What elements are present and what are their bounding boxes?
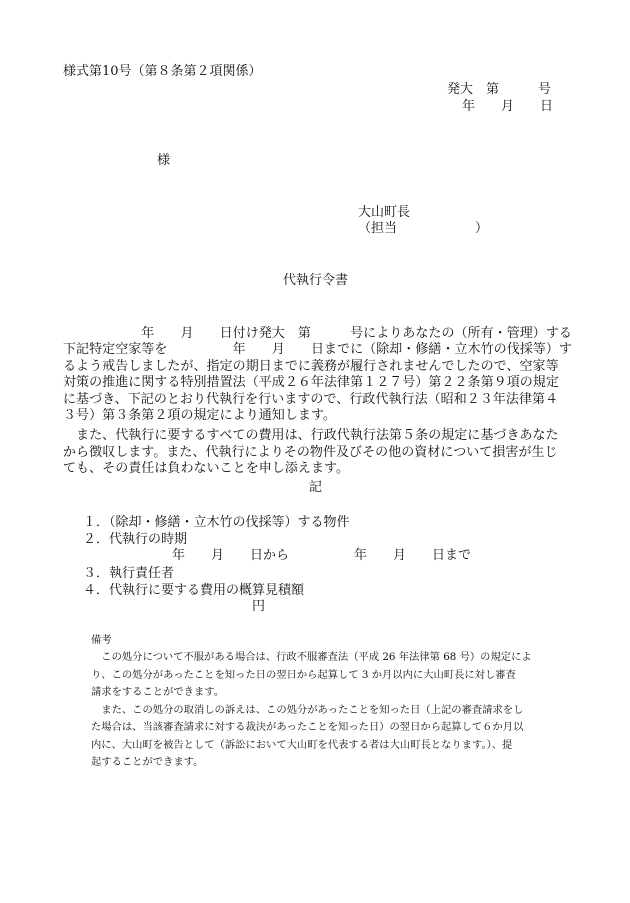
addressee-salutation: 様 [157, 153, 171, 168]
form-number: 様式第10号（第８条第２項関係） [63, 64, 262, 79]
body-paragraph-1-line: に基づき、下記のとおり代執行を行いますので、行政代執行法（昭和２３年法律第４ [63, 392, 559, 407]
sender-title: 大山町長 [358, 205, 411, 220]
body-paragraph-1-line: 年 月 日付け発大 第 号によりあなたの（所有・管理）する [63, 326, 572, 341]
remarks-line: 請求をすることができます。 [91, 686, 225, 698]
item-2-period-value: 年 月 日から 年 月 日まで [172, 548, 472, 563]
item-3-responsible-officer: ３．執行責任者 [83, 566, 175, 581]
item-2-execution-period: ２．代執行の時期 [83, 532, 188, 547]
body-paragraph-1-line: 対策の推進に関する特別措置法（平成２６年法律第１２７号）第２２条第９項の規定 [63, 375, 559, 390]
remarks-line: た場合は、当該審査請求に対する裁決があったことを知った日）の翌日から起算して６か月以 [91, 721, 524, 733]
body-paragraph-1-line: 下記特定空家等を 年 月 日までに（除却・修繕・立木竹の伐採等）す [63, 342, 572, 357]
remarks-line: この処分について不服がある場合は、行政不服審査法（平成 26 年法律第 68 号）の規定によ [91, 651, 532, 663]
body-paragraph-1-line: ３号）第３条第２項の規定により通知します。 [63, 408, 337, 423]
body-paragraph-1-line: るよう戒告しましたが、指定の期日までに義務が履行されませんでしたので、空家等 [63, 359, 559, 374]
item-4-estimated-cost: ４．代執行に要する費用の概算見積額 [83, 583, 305, 598]
remarks-line: り、この処分があったことを知った日の翌日から起算して 3 か月以内に大山町長に対し審査 [91, 669, 516, 681]
remarks-line: また、この処分の取消しの訴えは、この処分があったことを知った日（上記の審査請求をし [91, 704, 524, 716]
ki-heading: 記 [309, 480, 323, 495]
remarks-heading: 備考 [91, 634, 112, 646]
document-title: 代執行令書 [283, 273, 349, 288]
issue-date-line: 年 月 日 [462, 99, 554, 114]
remarks-line: 起することができます。 [91, 756, 204, 768]
remarks-line: 内に、大山町を被告として（訴訟において大山町を代表する者は大山町長となります。）、提 [91, 739, 513, 751]
body-paragraph-2-line: ても、その責任は負わないことを申し添えます。 [63, 461, 350, 476]
item-1-target-property: １．（除却・修繕・立木竹の伐採等）する物件 [83, 515, 350, 530]
body-paragraph-2-line: から徴収します。また、代執行によりその物件及びその他の資材について損害が生じ [63, 445, 558, 460]
body-paragraph-2-line: また、代執行に要するすべての費用は、行政代執行法第５条の規定に基づきあなた [63, 428, 559, 443]
sender-contact: （担当 ） [358, 221, 489, 236]
issue-number-line: 発大 第 号 [447, 82, 552, 97]
item-4-amount-unit: 円 [252, 599, 266, 614]
